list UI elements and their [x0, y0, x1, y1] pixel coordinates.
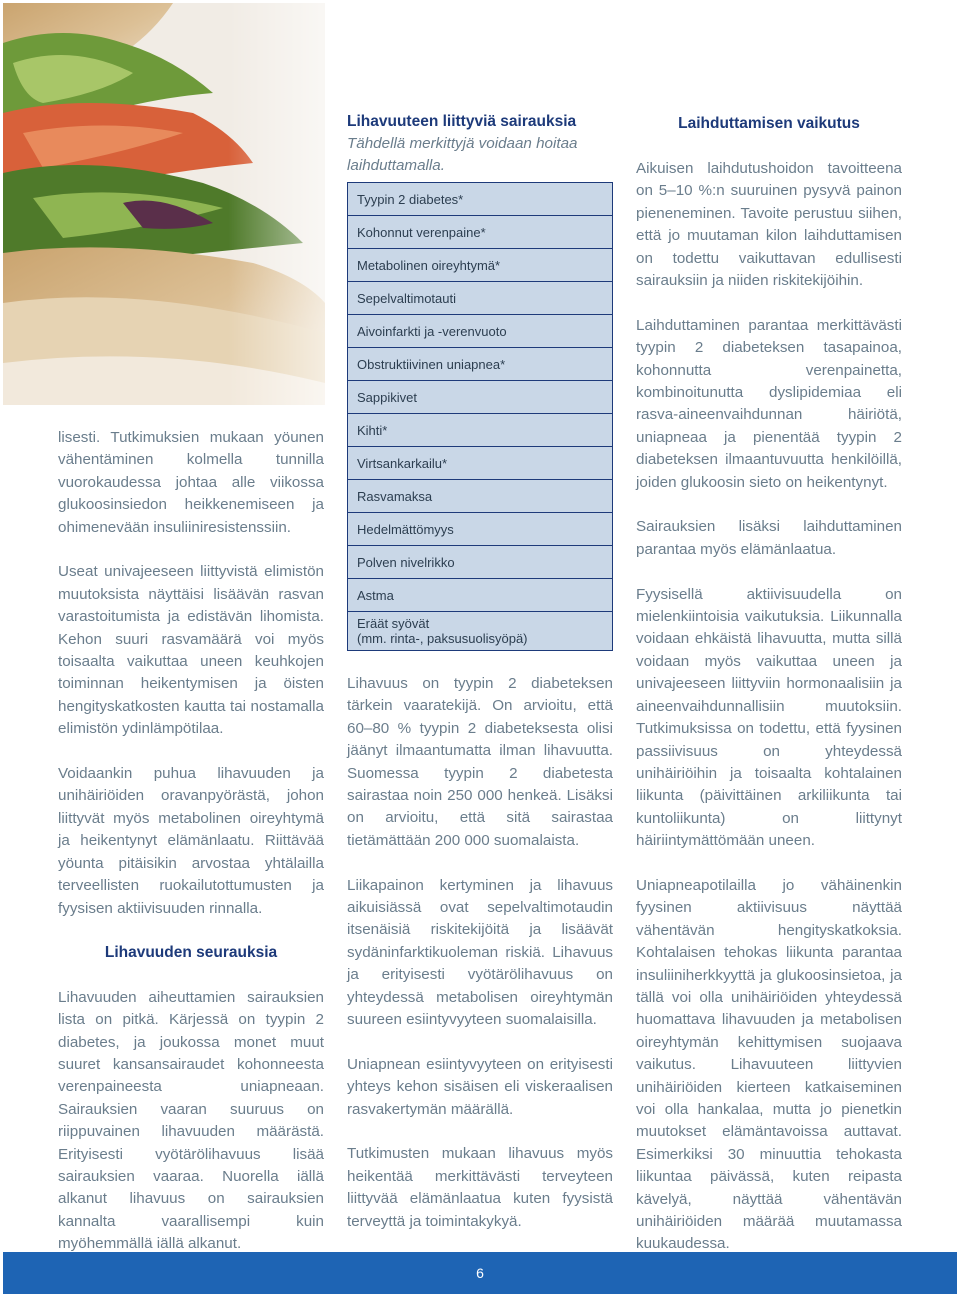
disease-cell: Kohonnut verenpaine*	[348, 216, 613, 249]
paragraph: Sairauksien lisäksi laihduttaminen parantaa myös elämänlaatua.	[636, 518, 902, 558]
paragraph: Tutkimusten mukaan lihavuus myös heikentää merkittävästi terveyteen liittyvää elämänlaatua kuten fyysistä terveyttä ja toimintakykyä.	[347, 1145, 613, 1230]
page-footer	[3, 1252, 957, 1294]
sandwich-photo	[3, 3, 325, 405]
paragraph: Laihduttaminen parantaa merkittävästi tyypin 2 diabeteksen tasapainoa, kohonnutta verenpainetta, kombinoitunutta dyslipidemiaa eli rasva-aineenvaihdunnan häiriötä, uniapneaa ja pienentää tyypin 2 diabeteksen ilmaantuvuutta henkilöillä, joiden glukoosin sieto on heikentynyt.	[636, 316, 902, 491]
disease-cell: Rasvamaksa	[348, 480, 613, 513]
disease-cell: Tyypin 2 diabetes*	[348, 183, 613, 216]
paragraph: Liikapainon kertyminen ja lihavuus aikuisiässä ovat sepelvaltimotaudin itsenäisiä riskitekijöitä ja lisäävät sydäninfarktikuoleman riskiä. Lihavuus ja erityisesti vyötärölihavuus on yhteydessä metabolisen oireyhtymän suureen esiintyvyyteen suomalaisilla.	[347, 876, 613, 1029]
disease-table	[347, 182, 613, 651]
paragraph: Voidaankin puhua lihavuuden ja unihäiriöiden oravanpyörästä, johon liittyvät myös metabolinen oireyhtymä ja heikentynyt elämänlaatu. Riittävää yöunta pitäisikin arvostaa yhtälailla terveellisten ruokailutottumusten ja fyysisen aktiivisuuden rinnalla.	[58, 765, 324, 917]
column-right	[636, 158, 902, 1278]
page-number: 6	[476, 1265, 484, 1281]
disease-box-title: Lihavuuteen liittyviä sairauksia	[347, 113, 577, 130]
disease-cell: Sappikivet	[348, 381, 613, 414]
disease-cell: Astma	[348, 579, 613, 612]
disease-cell: Kihti*	[348, 414, 613, 447]
disease-cell: Metabolinen oireyhtymä*	[348, 249, 613, 282]
disease-cell-line: Eräät syövät	[357, 616, 430, 631]
paragraph: Aikuisen laihdutushoidon tavoitteena on 5–10 %:n suuruinen pysyvä painon pieneneminen. Tavoite perustuu siihen, että jo muutaman kilon laihduttamisen on todettu vaikuttavan edullisesti sairauksiin ja niiden riskitekijöihin.	[636, 160, 902, 290]
column-middle	[347, 673, 613, 1256]
paragraph: Fyysisellä aktiivisuudella on mielenkiintoisia vaikutuksia. Liikunnalla voidaan ehkäistä lihavuutta, mutta sillä voidaan myös vaikuttaa uneen ja univajeeseen liittyviin hormonaalisiin ja aineenvaihdunnallisiin muutoksiin. Tutkimuksissa on todettu, että fyysinen passiivisuus on yhteydessä unihäiriöihin ja toisaalta kohtalainen liikunta (päivittäinen arkiliikunta tai kuntoliikunta) on liittynyt häiriintymättömään uneen.	[636, 585, 902, 850]
disease-cell: Virtsankarkailu*	[348, 447, 613, 480]
paragraph: Lihavuus on tyypin 2 diabeteksen tärkein vaaratekijä. On arvioitu, että 60–80 % tyypin 2 diabeteksesta olisi jäänyt ilmaantumatta ilman lihavuutta. Suomessa tyypin 2 diabetesta sairastaa noin 250 000 henkeä. Lisäksi on arvioitu, että sitä sairastaa tietämättään 200 000 suomalaista.	[347, 675, 613, 849]
disease-box-header	[347, 111, 617, 177]
disease-cell-cancer	[348, 612, 613, 651]
disease-box-subtitle: Tähdellä merkittyjä voidaan hoitaa laihduttamalla.	[347, 135, 578, 174]
disease-cell: Polven nivelrikko	[348, 546, 613, 579]
disease-cell-line: (mm. rinta-, paksusuolisyöpä)	[357, 631, 528, 646]
disease-cell: Hedelmättömyys	[348, 513, 613, 546]
section-heading: Laihduttamisen vaikutus	[678, 115, 860, 132]
section-heading: Lihavuuden seurauksia	[104, 944, 278, 962]
paragraph: Uniapnean esiintyvyyteen on erityisesti yhteys kehon sisäisen eli viskeraalisen rasvakertymän määrällä.	[347, 1055, 613, 1118]
paragraph: Useat univajeeseen liittyvistä elimistön muutoksista näyttäisi lisäävän rasvan varastoitumista ja edistävän lihomista. Kehon suuri rasvamäärä voi myös toisaalta vaikuttaa uneen keuhkojen toiminnan heikentymisen ja öisten hengityskatkosten kautta tai nostamalla elimistön ydinlämpötilaa.	[58, 563, 324, 738]
paragraph: Lihavuuden aiheuttamien sairauksien lista on pitkä. Kärjessä on tyypin 2 diabetes, ja joukossa monet muut suuret kansansairaudet kohonneesta verenpaineesta uniapneaan. Sairauksien vaaran suuruus on riippuvainen lihavuuden määrästä. Erityisesti vyötärölihavuus lisää sairauksien vaaraa. Nuorella iällä alkanut lihavuus on sairauksien kannalta vaarallisempi kuin myöhemmällä iällä alkanut.	[58, 988, 324, 1253]
disease-cell: Aivoinfarkti ja -verenvuoto	[348, 315, 613, 348]
column-left	[58, 427, 324, 1278]
disease-cell: Obstruktiivinen uniapnea*	[348, 348, 613, 381]
paragraph: Uniapneapotilailla jo vähäinenkin fyysinen aktiivisuus näyttää vähentävän hengityskatkoksia. Kohtalaisen tehokas liikunta parantaa insuliiniherkkyyttä ja glukoosinsietoa, ja tällä voi olla unihäiriöiden yhteydessä huomattava lihavuuden ja metabolisen oireyhtymän kehittymisen suojaava vaikutus. Lihavuuteen liittyvien unihäiriöiden kierteen katkaiseminen voi olla hankalaa, mutta jo pienetkin muutokset elämäntavoissa auttavat. Esimerkiksi 30 minuuttia tehokasta liikuntaa päivässä, kuten reipasta kävelyä, näyttää vähentävän unihäiriöiden määrää muutamassa kuukaudessa.	[636, 876, 902, 1253]
paragraph: lisesti. Tutkimuksien mukaan yöunen vähentäminen kolmella tunnilla vuorokaudessa johtaa alle viikossa glukoosinsiedon heikkenemiseen ja ohimenevään insuliiniresistenssiin.	[58, 429, 324, 536]
disease-cell: Sepelvaltimotauti	[348, 282, 613, 315]
